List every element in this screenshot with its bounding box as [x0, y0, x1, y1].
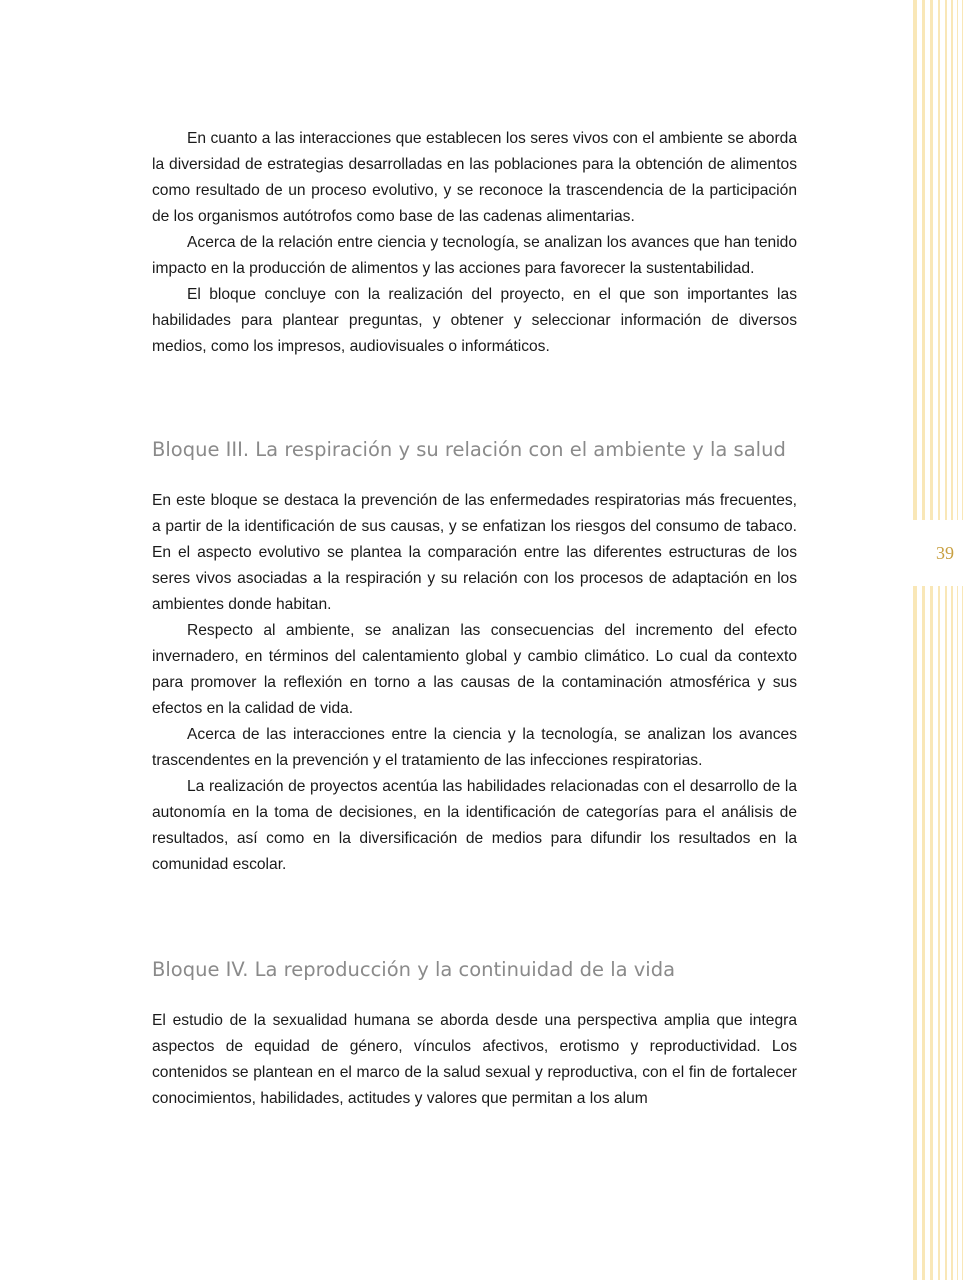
bloque-3-paragraph: Respecto al ambiente, se analizan las consecuencias del incremento del efecto invernadero, en términos del calentamiento global y cambio climático. Lo cual da contexto para promover la reflexión en torno a las causas de la contaminación atmosférica y sus efectos en la calidad de vida.	[152, 622, 797, 717]
margin-stripe	[945, 0, 947, 1280]
margin-stripe	[962, 0, 963, 1280]
page-content	[152, 126, 797, 1112]
margin-stripe	[938, 0, 940, 1280]
bloque-3-paragraph: La realización de proyectos acentúa las habilidades relacionadas con el desarrollo de la autonomía en la toma de decisiones, en la identificación de categorías para el análisis de resultados, así como en la diversificación de medios para difundir los resultados en la comunidad escolar.	[152, 778, 797, 873]
margin-stripe	[957, 0, 958, 1280]
margin-stripe	[922, 0, 925, 1280]
bloque-4-heading: Bloque IV. La reproducción y la continuidad de la vida	[152, 958, 676, 981]
intro-paragraph: El bloque concluye con la realización del proyecto, en el que son importantes las habilidades para plantear preguntas, y obtener y seleccionar información de diversos medios, como los impresos, audiovisuales o informáticos.	[152, 286, 797, 355]
margin-stripe	[951, 0, 953, 1280]
margin-stripe	[913, 0, 917, 1280]
bloque-3-paragraph: En este bloque se destaca la prevención de las enfermedades respiratorias más frecuentes, a partir de la identificación de sus causas, y se enfatizan los riesgos del consumo de tabaco. En el aspecto evolutivo se plantea la comparación entre las diferentes estructuras de los seres vivos asociadas a la respiración y su relación con los procesos de adaptación en los ambientes donde habitan.	[152, 492, 797, 613]
page-number: 39	[936, 543, 954, 563]
intro-paragraph: En cuanto a las interacciones que establecen los seres vivos con el ambiente se aborda la diversidad de estrategias desarrolladas en las poblaciones para la obtención de alimentos como resultado de un proceso evolutivo, y se reconoce la trascendencia de la participación de los organismos autótrofos como base de las cadenas alimentarias.	[152, 130, 797, 225]
bloque-4-paragraph: El estudio de la sexualidad humana se aborda desde una perspectiva amplia que integra aspectos de equidad de género, vínculos afectivos, erotismo y reproductividad. Los contenidos se plantean en el marco de la salud sexual y reproductiva, con el fin de fortalecer conocimientos, habilidades, actitudes y valores que permitan a los alum	[152, 1012, 797, 1107]
bloque-3-paragraph: Acerca de las interacciones entre la ciencia y la tecnología, se analizan los avances trascendentes en la prevención y el tratamiento de las infecciones respiratorias.	[152, 726, 797, 769]
intro-paragraph: Acerca de la relación entre ciencia y tecnología, se analizan los avances que han tenido impacto en la producción de alimentos y las acciones para favorecer la sustentabilidad.	[152, 234, 797, 277]
margin-stripe	[930, 0, 933, 1280]
decorative-margin-stripes	[910, 0, 972, 1280]
bloque-3-heading: Bloque III. La respiración y su relación con el ambiente y la salud	[152, 438, 786, 461]
